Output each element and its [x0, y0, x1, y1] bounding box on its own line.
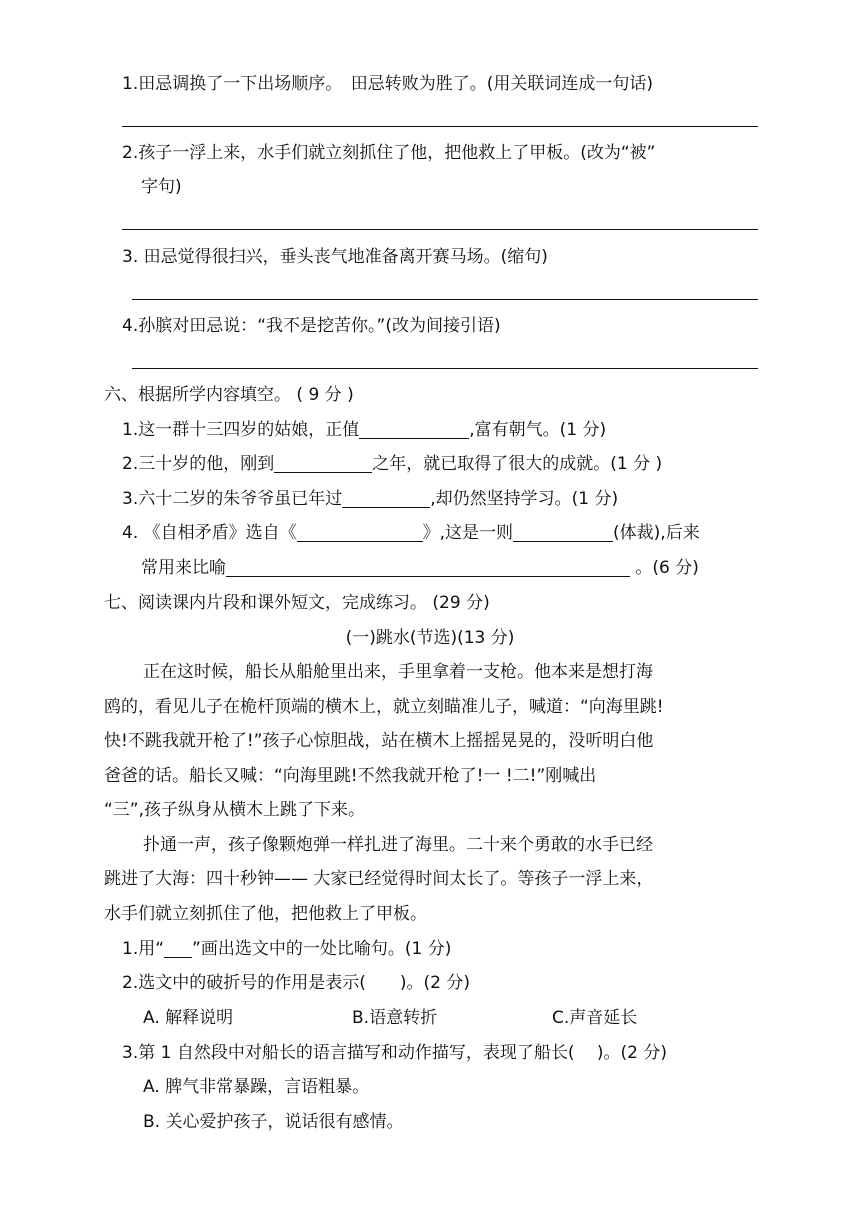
q-text: ”画出选文中的一处比喻句。(1 分) [192, 939, 452, 959]
para1-line: “三”,孩子纵身从横木上跳了下来。 [104, 800, 366, 820]
s5-item2 [122, 141, 655, 165]
q-text: 2.三十岁的他，刚到 [122, 454, 275, 474]
s5-item4 [122, 314, 501, 338]
para2-line: 扑通一声，孩子像颗炮弹一样扎进了海里。二十来个勇敢的水手已经 [143, 835, 653, 855]
fill-blank[interactable] [274, 452, 372, 473]
s7-q2-option-c[interactable]: C.声音延长 [552, 1008, 638, 1028]
item-text: 田忌觉得很扫兴，垂头丧气地准备离开赛马场。(缩句) [138, 247, 548, 267]
item-text: 孙膑对田忌说：“我不是挖苦你。”(改为间接引语) [138, 316, 501, 336]
fill-blank[interactable] [226, 556, 630, 577]
answer-line-4[interactable] [132, 368, 758, 369]
item-number: 2. [122, 143, 139, 163]
s6-q4-cont [141, 556, 699, 580]
s7-q3-option-b[interactable]: B. 关心爱护孩子，说话很有感情。 [143, 1112, 404, 1132]
s6-q4 [122, 521, 700, 545]
q-text: ,却仍然坚持学习。(1 分) [430, 489, 619, 509]
para1-line: 爸爸的话。船长又喊：“向海里跳!不然我就开枪了!一 !二!”刚喊出 [104, 766, 597, 786]
q-text: 》,这是一则 [422, 523, 514, 543]
item-number: 3. [122, 247, 139, 267]
q-text: 1.用“ [122, 939, 165, 959]
s7-q2-option-a[interactable]: A. 解释说明 [143, 1008, 234, 1028]
para2-line: 水手们就立刻抓住了他，把他救上了甲板。 [104, 904, 427, 924]
s7-q1 [122, 937, 451, 961]
item-number: 4. [122, 316, 139, 336]
q-text: 3.六十二岁的朱爷爷虽已年过 [122, 489, 343, 509]
q-text: 常用来比喻 [141, 558, 226, 578]
fill-blank[interactable] [342, 487, 430, 508]
s5-item1 [122, 72, 653, 96]
para1-line: 鸥的，看见儿子在桅杆顶端的横木上，就立刻瞄准儿子，喊道：“向海里跳! [104, 697, 664, 717]
answer-line-2[interactable] [122, 229, 758, 230]
item-number: 1. [122, 74, 139, 94]
para1-line: 正在这时候，船长从船舱里出来，手里拿着一支枪。他本来是想打海 [143, 662, 653, 682]
q-text: 4. 《自相矛盾》选自《 [122, 523, 297, 543]
section7-heading: 七、阅读课内片段和课外短文，完成练习。 (29 分) [104, 593, 490, 613]
para1-line: 快!不跳我就开枪了!”孩子心惊胆战，站在横木上摇摇晃晃的，没听明白他 [104, 731, 654, 751]
passage-title: (一)跳水(节选)(13 分) [345, 628, 515, 648]
s6-q3 [122, 487, 618, 511]
q-text: 1.这一群十三四岁的姑娘，正值 [122, 420, 360, 440]
para2-line: 跳进了大海：四十秒钟—— 大家已经觉得时间太长了。等孩子一浮上来， [104, 869, 654, 889]
s5-item3 [122, 245, 548, 269]
s6-q2 [122, 452, 662, 476]
fill-blank[interactable] [359, 418, 469, 439]
s7-q3-option-a[interactable]: A. 脾气非常暴躁，言语粗暴。 [143, 1077, 370, 1097]
item-text: 田忌调换了一下出场顺序。 田忌转败为胜了。(用关联词连成一句话) [138, 74, 653, 94]
s5-item2-cont: 字句) [141, 177, 182, 197]
q-text: 。(6 分) [630, 558, 699, 578]
answer-line-1[interactable] [122, 126, 758, 127]
s6-q1 [122, 418, 606, 442]
s7-q3: 3.第 1 自然段中对船长的语言描写和动作描写，表现了船长( )。(2 分) [122, 1043, 667, 1063]
answer-line-3[interactable] [132, 299, 758, 300]
section6-heading: 六、根据所学内容填空。 ( 9 分 ) [104, 385, 354, 405]
q-text: 之年，就已取得了很大的成就。(1 分 ) [372, 454, 663, 474]
s7-q2-option-b[interactable]: B.语意转折 [352, 1008, 438, 1028]
q-text: ,富有朝气。(1 分) [469, 420, 607, 440]
q-text: (体裁),后来 [613, 523, 700, 543]
underline-sample [164, 941, 192, 958]
item-text: 孩子一浮上来，水手们就立刻抓住了他，把他救上了甲板。(改为“被” [138, 143, 656, 163]
fill-blank[interactable] [513, 521, 613, 542]
s7-q2: 2.选文中的破折号的作用是表示( )。(2 分) [122, 973, 470, 993]
fill-blank[interactable] [297, 521, 423, 542]
